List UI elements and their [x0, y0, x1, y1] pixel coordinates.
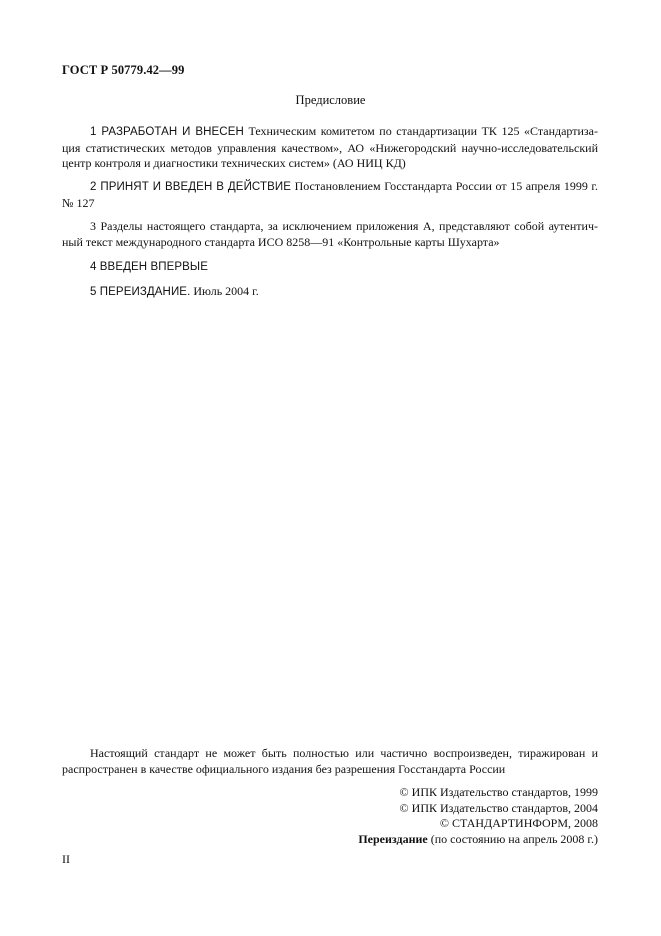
section-5-lead: 5 ПЕРЕИЗДАНИЕ.: [90, 286, 191, 298]
section-1-developed-by: [62, 124, 598, 172]
reissue-label: Переиздание: [358, 831, 428, 846]
reissue-note: [358, 832, 598, 848]
section-5-text: Июль 2004 г.: [190, 284, 259, 298]
section-2-text-1: Постановлением Госстандарта России от 15 апреля 1999 г.: [290, 179, 598, 193]
section-1-line-1: [62, 124, 598, 141]
section-4-lead: 4 ВВЕДЕН ВПЕРВЫЕ: [90, 261, 208, 273]
copyright-2004: © ИПК Издательство стандартов, 2004: [399, 800, 598, 815]
section-1-line-2: ция статистических методов управления качеством», АО «Нижегородский научно-исследовательский: [62, 140, 598, 155]
section-4-line-1: [62, 259, 598, 276]
section-1-lead: 1 РАЗРАБОТАН И ВНЕСЕН: [90, 126, 244, 138]
section-3-line-2: ный текст международного стандарта ИСО 8258—91 «Контрольные карты Шухарта»: [62, 234, 500, 249]
section-5-reissue: [62, 284, 598, 301]
notice-line-2: распространен в качестве официального издания без разрешения Госстандарта России: [62, 762, 506, 776]
section-2-adopted: [62, 179, 598, 211]
section-2-lead: 2 ПРИНЯТ И ВВЕДЕН В ДЕЙСТВИЕ: [90, 181, 291, 193]
section-4-first-introduced: [62, 259, 598, 276]
section-2-line-1: [62, 179, 598, 196]
section-2-line-2: № 127: [62, 195, 95, 210]
reproduction-notice: [62, 745, 598, 777]
foreword-heading: Предисловие: [295, 93, 366, 107]
section-3-sections-note: [62, 219, 598, 250]
section-1-line-3: центр контроля и диагностики технических систем» (АО НИЦ КД): [62, 156, 406, 170]
section-3-line-1: 3 Разделы настоящего стандарта, за исключением приложения А, представляют собой аутентич-: [90, 219, 598, 233]
reissue-status: (по состоянию на апрель 2008 г.): [427, 831, 598, 846]
copyright-1999: © ИПК Издательство стандартов, 1999: [399, 785, 598, 799]
copyright-block: [358, 785, 598, 847]
notice-line-1: Настоящий стандарт не может быть полностью или частично воспроизведен, тиражирован и: [90, 746, 598, 760]
section-5-line-1: [62, 284, 598, 301]
copyright-2008: © СТАНДАРТИНФОРМ, 2008: [439, 816, 598, 830]
page-number: II: [62, 852, 70, 866]
section-1-text-1: Техническим комитетом по стандартизации ТК 125 «Стандартиза-: [243, 124, 598, 138]
document-code: ГОСТ Р 50779.42—99: [62, 63, 185, 77]
